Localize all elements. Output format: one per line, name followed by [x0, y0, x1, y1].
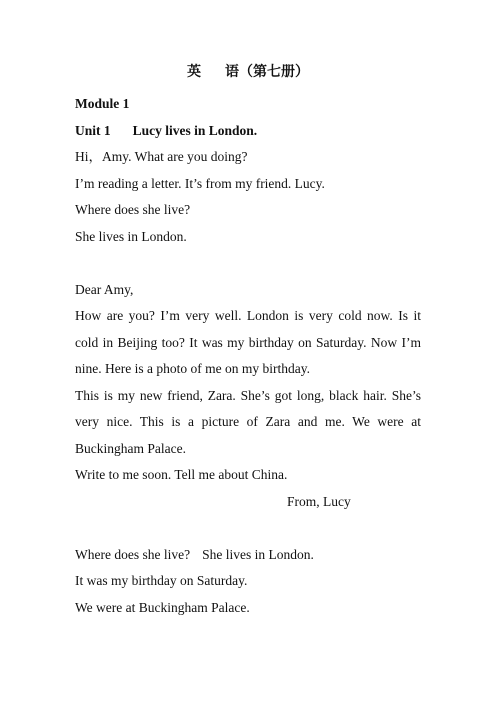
key-sentence-qa	[75, 542, 421, 569]
title-subject-volume: 语（第七册）	[225, 65, 309, 80]
letter-greeting: Dear Amy,	[75, 281, 134, 297]
key-answer: She lives in London.	[202, 546, 314, 562]
unit-heading	[75, 118, 421, 145]
dialogue-line: She lives in London.	[75, 228, 187, 244]
letter-paragraph: How are you? I’m very well. London is very cold now. Is it cold in Beijing too? It was my birthday on Saturday. Now I’m nine. Here is a photo of me on my birthday.	[75, 308, 421, 376]
letter-signoff: From, Lucy	[287, 493, 351, 509]
unit-name: Lucy lives in London.	[132, 122, 258, 138]
title-subject: 英	[187, 65, 201, 80]
letter-paragraph: This is my new friend, Zara. She’s got long, black hair. She’s very nice. This is a picture of Zara and me. We were at Buckingham Palace.	[75, 387, 421, 456]
key-question: Where does she live?	[75, 546, 191, 562]
dialogue-line: I’m reading a letter. It’s from my friend. Lucy.	[75, 175, 325, 191]
key-sentence: We were at Buckingham Palace.	[75, 599, 250, 615]
dialogue-line: Where does she live?	[75, 202, 191, 217]
spacer	[75, 515, 421, 542]
document-body	[75, 91, 421, 621]
dialogue-line: Hi，Amy. What are you doing?	[75, 149, 248, 164]
key-sentence: It was my birthday on Saturday.	[75, 573, 248, 588]
letter-paragraph: Write to me soon. Tell me about China.	[75, 467, 288, 482]
module-heading: Module 1	[75, 96, 130, 111]
page-title	[0, 64, 496, 82]
spacer	[75, 250, 421, 277]
unit-number: Unit 1	[75, 122, 111, 138]
